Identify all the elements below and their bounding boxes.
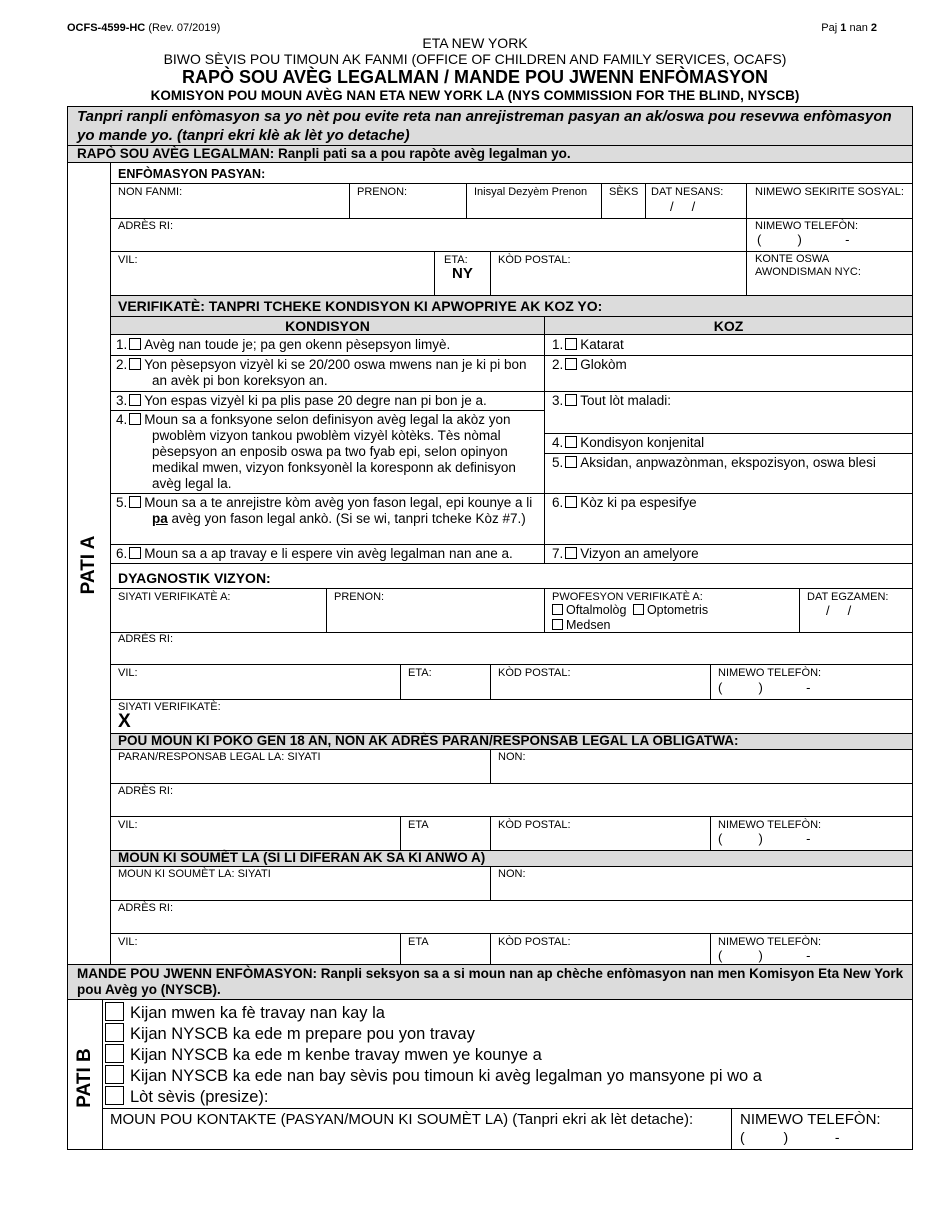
option-text: Kijan NYSCB ka ede m prepare pou yon travay xyxy=(130,1025,475,1043)
divider xyxy=(67,999,913,1000)
option-children-services[interactable] xyxy=(105,1065,762,1086)
divider xyxy=(102,1108,913,1109)
divider xyxy=(110,334,913,335)
state-title: ETA NEW YORK xyxy=(422,35,528,51)
divider xyxy=(110,251,913,252)
divider xyxy=(110,900,913,901)
contact-phone-label: NIMEWO TELEFÒN: xyxy=(740,1111,881,1128)
cause-text: Kòz ki pa espesifye xyxy=(580,495,697,510)
instruction-text: Tanpri ranpli enfòmasyon sa yo nèt pou evite reta nan anrejistreman pasyan an ak/oswa pou resevwa enfòmasyon yo mande yo. (tanpri ekri klè ak lèt yo detache) xyxy=(77,108,892,144)
option-checkbox[interactable] xyxy=(105,1044,124,1063)
divider xyxy=(110,218,913,219)
divider xyxy=(710,933,711,964)
cause-2[interactable] xyxy=(552,357,627,373)
condition-number: 1. xyxy=(116,337,128,352)
verifier-first-label: PRENON: xyxy=(334,591,385,603)
divider xyxy=(110,933,913,934)
divider xyxy=(799,588,800,632)
divider xyxy=(110,588,913,589)
guardian-phone-format: ( ) - xyxy=(718,831,811,846)
divider xyxy=(67,162,913,163)
option-text: Kijan NYSCB ka ede m kenbe travay mwen ye kounye a xyxy=(130,1046,542,1064)
exam-date-format: / / xyxy=(826,603,852,618)
divider xyxy=(544,588,545,632)
divider xyxy=(110,749,913,750)
cause-number: 7. xyxy=(552,546,564,561)
submitter-section-title: MOUN KI SOUMÈT LA (SI LI DIFERAN AK SA KI ANWO A) xyxy=(118,850,486,865)
condition-text: Moun sa a fonksyone selon definisyon avèg legal la akòz yon pwoblèm vizyon tankou pwoblèm vizyèl kòtèks. Tès nòmal pèsepsyon an enposib oswa pa two fyab epi, selon opinyon medikal mwen, vizyon fonksyonèl la koresponn ak definisyon avèg legal la. xyxy=(144,412,516,491)
divider xyxy=(110,355,545,356)
cause-text: Kondisyon konjenital xyxy=(580,435,705,450)
submitter-zip-label: KÒD POSTAL: xyxy=(498,936,571,948)
condition-checkbox[interactable] xyxy=(129,358,141,370)
condition-text: Yon espas vizyèl ki pa plis pase 20 degre nan pi bon je a. xyxy=(144,393,487,408)
condition-4[interactable] xyxy=(116,412,541,492)
ssn-label: NIMEWO SEKIRITE SOSYAL: xyxy=(755,186,904,198)
optometrist-checkbox[interactable] xyxy=(633,604,644,615)
cause-checkbox[interactable] xyxy=(565,338,577,350)
middle-initial-label: Inisyal Dezyèm Prenon xyxy=(474,186,588,198)
divider xyxy=(490,664,491,699)
cause-number: 4. xyxy=(552,435,564,450)
condition-text: Moun sa a ap travay e li espere vin avèg legalman nan ane a. xyxy=(144,546,513,561)
guardian-state-label: ETA xyxy=(408,819,429,831)
divider xyxy=(710,816,711,850)
condition-checkbox[interactable] xyxy=(129,338,141,350)
dob-format: / / xyxy=(670,199,696,214)
state-label: ETA: xyxy=(444,254,468,266)
divider xyxy=(110,410,545,411)
cause-text: Aksidan, anpwazònman, ekspozisyon, oswa blesi xyxy=(580,455,876,470)
guardian-address-label: ADRÈS RI: xyxy=(118,785,174,797)
divider xyxy=(326,588,327,632)
divider xyxy=(490,933,491,964)
divider xyxy=(490,816,491,850)
option-checkbox[interactable] xyxy=(105,1002,124,1021)
divider xyxy=(710,664,711,699)
diag-state-label: ETA: xyxy=(408,667,432,679)
submitter-city-label: VIL: xyxy=(118,936,138,948)
contact-label: MOUN POU KONTAKTE (PASYAN/MOUN KI SOUMÈT LA) (Tanpri ekri ak lèt detache): xyxy=(110,1111,694,1128)
cause-checkbox[interactable] xyxy=(565,394,577,406)
cause-6[interactable] xyxy=(552,495,697,511)
profession-option: Optometris xyxy=(646,603,709,617)
divider xyxy=(110,183,913,184)
profession-option: Oftalmològ xyxy=(566,603,627,617)
option-checkbox[interactable] xyxy=(105,1065,124,1084)
cause-checkbox[interactable] xyxy=(565,456,577,468)
condition-2[interactable] xyxy=(116,357,541,389)
condition-number: 6. xyxy=(116,546,128,561)
divider xyxy=(110,632,913,633)
cause-number: 6. xyxy=(552,495,564,510)
option-text: Kijan NYSCB ka ede nan bay sèvis pou timoun ki avèg legalman yo mansyone pi wo a xyxy=(130,1067,762,1085)
county-label: KONTE OSWA AWONDISMAN NYC: xyxy=(755,253,861,278)
divider xyxy=(434,251,435,295)
divider xyxy=(110,699,913,700)
divider xyxy=(110,664,913,665)
condition-number: 2. xyxy=(116,357,128,372)
profession-option: Medsen xyxy=(566,618,611,632)
divider xyxy=(110,391,913,392)
sex-label: SÈKS xyxy=(609,186,639,198)
page-prefix: Paj xyxy=(821,22,838,34)
submitter-name-label: NON: xyxy=(498,868,526,880)
page-total: 2 xyxy=(870,22,877,34)
divider xyxy=(490,251,491,295)
form-number: OCFS-4599-HC xyxy=(67,22,146,34)
divider xyxy=(110,544,913,545)
cause-checkbox[interactable] xyxy=(565,358,577,370)
guardian-phone-label: NIMEWO TELEFÒN: xyxy=(718,819,822,831)
diag-city-label: VIL: xyxy=(118,667,138,679)
conditions-header: KONDISYON xyxy=(285,318,370,334)
divider xyxy=(400,816,401,850)
option-other-services[interactable] xyxy=(105,1086,268,1107)
cause-number: 1. xyxy=(552,337,564,352)
causes-header: KOZ xyxy=(713,318,744,334)
part-b-header: MANDE POU JWENN ENFÒMASYON: Ranpli seksyon sa a si moun nan ap chèche enfòmasyon nan men Komisyon Eta New York pou Avèg yo (NYSCB). xyxy=(77,966,904,997)
signature-label: SIYATI VERIFIKATÈ: xyxy=(118,701,221,713)
phone-format: ( ) - xyxy=(757,232,850,247)
divider xyxy=(746,183,747,295)
exam-date-label: DAT EGZAMEN: xyxy=(807,591,889,603)
condition-checkbox[interactable] xyxy=(129,413,141,425)
signature-mark: X xyxy=(118,711,131,732)
divider xyxy=(601,183,602,218)
agency-title: BIWO SÈVIS POU TIMOUN AK FANMI (OFFICE OF CHILDREN AND FAMILY SERVICES, OCAFS) xyxy=(163,51,787,67)
form-revision: (Rev. 07/2019) xyxy=(148,22,221,34)
condition-text: Yon pèsepsyon vizyèl ki se 20/200 oswa mwens nan je ki pi bon an avèk pi bon koreksyon an. xyxy=(144,357,527,388)
condition-text: Moun sa a te anrejistre kòm avèg yon fason legal, epi kounye a li xyxy=(144,495,533,510)
part-a-label: PATI A xyxy=(78,535,99,595)
ophthalmologist-checkbox[interactable] xyxy=(552,604,563,615)
page-number: 1 xyxy=(840,22,847,34)
condition-text: Avèg nan toude je; pa gen okenn pèsepsyon limyè. xyxy=(144,337,451,352)
divider xyxy=(544,433,913,434)
guardian-city-label: VIL: xyxy=(118,819,138,831)
divider xyxy=(544,355,913,356)
cause-5[interactable] xyxy=(552,455,876,471)
submitter-sig-label: MOUN KI SOUMÈT LA: SIYATI xyxy=(118,868,271,880)
submitter-state-label: ETA xyxy=(408,936,429,948)
phone-label: NIMEWO TELEFÒN: xyxy=(755,220,859,232)
guardian-zip-label: KÒD POSTAL: xyxy=(498,819,571,831)
zip-label: KÒD POSTAL: xyxy=(498,254,571,266)
divider xyxy=(645,183,646,218)
option-keep-job[interactable] xyxy=(105,1044,542,1065)
cond-cause-divider xyxy=(544,316,545,563)
diag-phone-label: NIMEWO TELEFÒN: xyxy=(718,667,822,679)
divider xyxy=(400,664,401,699)
page-title: RAPÒ SOU AVÈG LEGALMAN / MANDE POU JWENN ENFÒMASYON xyxy=(181,67,769,87)
condition-checkbox[interactable] xyxy=(129,394,141,406)
divider xyxy=(110,816,913,817)
minor-section-title: POU MOUN KI POKO GEN 18 AN, NON AK ADRÈS PARAN/RESPONSAB LEGAL LA OBLIGATWA: xyxy=(118,733,739,748)
submitter-address-label: ADRÈS RI: xyxy=(118,902,174,914)
condition-1[interactable] xyxy=(116,337,541,353)
divider xyxy=(490,749,491,783)
physician-checkbox[interactable] xyxy=(552,619,563,630)
state-value: NY xyxy=(452,265,473,282)
option-text: Kijan mwen ka fè travay nan kay la xyxy=(130,1004,385,1022)
divider xyxy=(110,493,913,494)
diagnostic-section-title: DYAGNOSTIK VIZYON: xyxy=(118,570,271,586)
profession-label: PWOFESYON VERIFIKATÈ A: xyxy=(552,591,703,603)
condition-5[interactable] xyxy=(116,495,541,527)
condition-checkbox[interactable] xyxy=(129,496,141,508)
divider xyxy=(110,563,913,564)
option-work-at-home[interactable] xyxy=(105,1002,385,1023)
option-text: Lòt sèvis (presize): xyxy=(130,1088,269,1106)
profession-options xyxy=(552,603,708,633)
cause-text: Tout lòt maladi: xyxy=(580,393,672,408)
cause-text: Glokòm xyxy=(580,357,627,372)
cause-1[interactable] xyxy=(552,337,624,353)
cause-number: 2. xyxy=(552,357,564,372)
condition-number: 5. xyxy=(116,495,128,510)
condition-number: 3. xyxy=(116,393,128,408)
city-label: VIL: xyxy=(118,254,138,266)
divider xyxy=(731,1108,732,1150)
contact-phone-format: ( ) - xyxy=(740,1129,840,1145)
patient-section-title: ENFÒMASYON PASYAN: xyxy=(118,167,266,181)
cause-3[interactable] xyxy=(552,393,671,409)
guardian-name-label: NON: xyxy=(498,751,526,763)
submitter-phone-label: NIMEWO TELEFÒN: xyxy=(718,936,822,948)
dob-label: DAT NESANS: xyxy=(651,186,724,198)
condition-number: 4. xyxy=(116,412,128,427)
option-prepare-job[interactable] xyxy=(105,1023,475,1044)
commission-title: KOMISYON POU MOUN AVÈG NAN ETA NEW YORK LA (NYS COMMISSION FOR THE BLIND, NYSCB) xyxy=(150,88,800,103)
condition-3[interactable] xyxy=(116,393,541,409)
option-checkbox[interactable] xyxy=(105,1023,124,1042)
divider xyxy=(466,183,467,218)
cause-4[interactable] xyxy=(552,435,704,451)
divider xyxy=(110,866,913,867)
part-b-label: PATI B xyxy=(74,1048,95,1108)
condition-checkbox[interactable] xyxy=(129,547,141,559)
page-indicator xyxy=(821,22,877,34)
condition-6[interactable] xyxy=(116,546,541,562)
part-b-side-divider xyxy=(102,999,103,1150)
part-a-header: RAPÒ SOU AVÈG LEGALMAN: Ranpli pati sa a pou rapòte avèg legalman yo. xyxy=(77,146,571,161)
last-name-label: NON FANMI: xyxy=(118,186,183,198)
address-label: ADRÈS RI: xyxy=(118,220,174,232)
cause-checkbox[interactable] xyxy=(565,547,577,559)
divider xyxy=(110,783,913,784)
diag-address-label: ADRÈS RI: xyxy=(118,633,174,645)
first-name-label: PRENON: xyxy=(357,186,408,198)
cause-number: 5. xyxy=(552,455,564,470)
cause-text: Vizyon an amelyore xyxy=(580,546,699,561)
page-mid: nan xyxy=(849,22,868,34)
diag-zip-label: KÒD POSTAL: xyxy=(498,667,571,679)
verifier-header: VERIFIKATÈ: TANPRI TCHEKE KONDISYON KI APWOPRIYE AK KOZ YO: xyxy=(118,298,603,314)
cause-7[interactable] xyxy=(552,546,699,562)
submitter-phone-format: ( ) - xyxy=(718,948,811,963)
cause-text: Katarat xyxy=(580,337,624,352)
divider xyxy=(544,453,913,454)
verifier-last-label: SIYATI VERIFIKATÈ A: xyxy=(118,591,231,603)
divider xyxy=(490,866,491,900)
divider xyxy=(349,183,350,218)
cause-checkbox[interactable] xyxy=(565,496,577,508)
divider xyxy=(400,933,401,964)
guardian-sig-label: PARAN/RESPONSAB LEGAL LA: SIYATI xyxy=(118,751,321,763)
cause-number: 3. xyxy=(552,393,564,408)
cause-checkbox[interactable] xyxy=(565,436,577,448)
diag-phone-format: ( ) - xyxy=(718,680,811,695)
option-checkbox[interactable] xyxy=(105,1086,124,1105)
condition-text: avèg yon fason legal ankò. (Si se wi, tanpri tcheke Kòz #7.) xyxy=(171,511,526,526)
condition-text-emphasis: pa xyxy=(152,511,168,526)
form-id xyxy=(67,22,220,34)
